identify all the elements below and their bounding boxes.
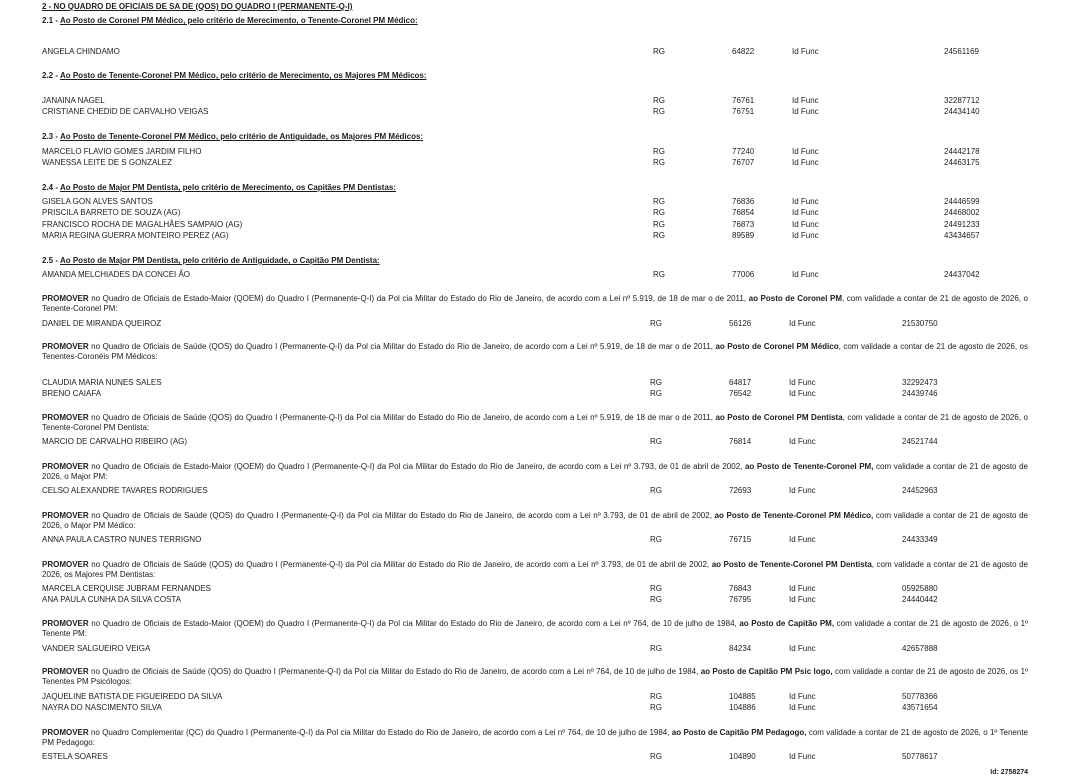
id-func-label: Id Func [789, 389, 816, 399]
id-func-number: 24440442 [902, 595, 938, 605]
id-func-label: Id Func [792, 47, 819, 56]
person-name: ANNA PAULA CASTRO NUNES TERRIGNO [42, 535, 202, 544]
id-func-label: Id Func [789, 692, 816, 701]
rg-label: RG [653, 219, 665, 229]
rg-label: RG [650, 595, 662, 605]
rg-number: 76542 [729, 389, 752, 399]
promotion-tail: , com validade a contar de 21 de agosto de 2026, os Majores PM Dentistas: [42, 560, 1029, 579]
id-func-number: 43571654 [902, 703, 938, 713]
rg-label: RG [650, 535, 662, 544]
id-func-label: Id Func [789, 378, 816, 387]
person-row [42, 535, 1028, 546]
promotion-text: no Quadro Complementar (QC) do Quadro I (Permanente-Q-I) da Pol cia Militar do Estado do Rio de Janeiro, de acordo com a Lei nº 764, de 10 de julho de 1984, [88, 728, 672, 737]
promotion-paragraph [42, 342, 1028, 362]
person-row [42, 389, 1028, 400]
person-row [42, 692, 1028, 703]
promotion-text: no Quadro de Oficiais de Saúde (QOS) do Quadro I (Permanente-Q-I) da Pol cia Militar do Estado do Rio de Janeiro, de acordo com a Lei nº 3.793, de 01 de abril de 2002, [88, 560, 712, 569]
person-name: NAYRA DO NASCIMENTO SILVA [42, 703, 162, 713]
rg-label: RG [650, 703, 662, 713]
subsection-number: 2.3 - [42, 132, 59, 141]
person-name: MARCELA CERQUISE JUBRAM FERNANDES [42, 584, 211, 593]
rg-number: 76751 [732, 107, 755, 117]
rg-label: RG [653, 158, 665, 168]
rg-label: RG [650, 644, 662, 653]
subsection-title [42, 16, 1028, 26]
promotion-text: no Quadro de Oficiais de Estado-Maior (QOEM) do Quadro I (Permanente-Q-I) da Pol cia Militar do Estado do Rio de Janeiro, de acordo com a Lei nº 5.919, de 18 de mar o de 2011, [88, 294, 749, 303]
promotion-paragraph [42, 560, 1028, 580]
person-name: ANA PAULA CUNHA DA SILVA COSTA [42, 595, 182, 605]
person-row [42, 319, 1028, 330]
document-id: Id: 2758274 [990, 769, 1028, 776]
person-name: JAQUELINE BATISTA DE FIGUEIREDO DA SILVA [42, 692, 223, 701]
id-func-number: 42657888 [902, 644, 938, 653]
rg-number: 76814 [729, 437, 752, 446]
subsection-text: Ao Posto de Coronel PM Médico, pelo critério de Merecimento, o Tenente-Coronel PM Médico: [59, 16, 418, 25]
person-name: GISELA GON ALVES SANTOS [42, 197, 153, 206]
promotion-post: ao Posto de Capitão PM Psic logo, [700, 667, 833, 676]
person-name: AMANDA MELCHIADES DA CONCEI ÃO [42, 270, 191, 279]
id-func-label: Id Func [792, 107, 819, 117]
rg-label: RG [650, 437, 662, 446]
promover-keyword: PROMOVER [42, 667, 89, 676]
person-name: PRISCILA BARRETO DE SOUZA (AG) [42, 208, 181, 218]
promotion-tail: com validade a contar de 21 de agosto de 2026, os 1º Tenentes PM Psicólogos: [42, 667, 1028, 686]
subsection-text: Ao Posto de Major PM Dentista, pelo critério de Merecimento, os Capitães PM Dentistas: [59, 183, 397, 192]
person-name: MARCIO DE CARVALHO RIBEIRO (AG) [42, 437, 188, 446]
id-func-number: 32287712 [944, 96, 980, 105]
promover-keyword: PROMOVER [42, 511, 89, 520]
promotion-text: no Quadro de Oficiais de Saúde (QOS) do Quadro I (Permanente-Q-I) da Pol cia Militar do Estado do Rio de Janeiro, de acordo com a Lei nº 5.919, de 18 de mar o de 2011, [88, 342, 716, 351]
person-row [42, 486, 1028, 497]
rg-label: RG [650, 692, 662, 701]
promover-keyword: PROMOVER [42, 342, 89, 351]
person-row [42, 47, 1028, 58]
promotion-paragraph [42, 413, 1028, 433]
person-row [42, 107, 1028, 118]
promover-keyword: PROMOVER [42, 728, 89, 737]
subsection-title [42, 256, 1028, 266]
promotion-tail: , com validade a contar de 21 de agosto de 2026, o Tenente-Coronel PM Dentista: [42, 413, 1028, 432]
rg-label: RG [653, 107, 665, 117]
id-func-number: 43434657 [944, 230, 980, 240]
id-func-number: 32292473 [902, 378, 938, 387]
id-func-label: Id Func [792, 147, 819, 156]
person-row [42, 231, 1028, 242]
person-row [42, 147, 1028, 158]
promotion-post: ao Posto de Coronel PM [748, 294, 842, 303]
person-row [42, 437, 1028, 448]
person-row [42, 270, 1028, 281]
rg-number: 76873 [732, 219, 755, 229]
rg-label: RG [650, 752, 662, 761]
id-func-number: 24433349 [902, 535, 938, 544]
id-func-number: 24491233 [944, 219, 980, 229]
subsection-text: Ao Posto de Tenente-Coronel PM Médico, pelo critério de Merecimento, os Majores PM Médicos: [59, 71, 427, 80]
rg-number: 104885 [729, 692, 756, 701]
rg-number: 56126 [729, 319, 752, 328]
id-func-number: 50778617 [902, 752, 938, 761]
subsection-title [42, 132, 1028, 142]
person-name: VANDER SALGUEIRO VEIGA [42, 644, 151, 653]
person-name: CRISTIANE CHEDID DE CARVALHO VEIGAS [42, 107, 209, 117]
rg-number: 76843 [729, 584, 752, 593]
person-name: MARCELO FLAVIO GOMES JARDIM FILHO [42, 147, 202, 156]
rg-number: 104890 [729, 752, 756, 761]
subsection-title [42, 183, 1028, 193]
id-func-label: Id Func [789, 703, 816, 713]
rg-number: 76836 [732, 197, 755, 206]
id-func-number: 24463175 [944, 158, 980, 168]
id-func-number: 05925880 [902, 584, 938, 593]
rg-label: RG [653, 208, 665, 218]
rg-number: 72693 [729, 486, 752, 495]
person-row [42, 595, 1028, 606]
id-func-label: Id Func [789, 319, 816, 328]
id-func-number: 50778366 [902, 692, 938, 701]
id-func-label: Id Func [792, 158, 819, 168]
promotion-post: ao Posto de Capitão PM Pedagogo, [671, 728, 807, 737]
promotion-text: no Quadro de Oficiais de Saúde (QOS) do Quadro I (Permanente-Q-I) da Pol cia Militar do Estado do Rio de Janeiro, de acordo com a Lei nº 764, de 10 de julho de 1984, [88, 667, 701, 676]
promotion-paragraph [42, 294, 1028, 314]
id-func-number: 24439746 [902, 389, 938, 399]
id-func-label: Id Func [792, 197, 819, 206]
id-func-label: Id Func [792, 208, 819, 218]
promotion-post: ao Posto de Capitão PM, [739, 619, 835, 628]
rg-label: RG [650, 486, 662, 495]
rg-label: RG [653, 147, 665, 156]
rg-label: RG [653, 230, 665, 240]
person-row [42, 378, 1028, 389]
promotion-paragraph [42, 728, 1028, 748]
promotion-text: no Quadro de Oficiais de Estado-Maior (QOEM) do Quadro I (Permanente-Q-I) da Pol cia Militar do Estado do Rio de Janeiro, de acordo com a Lei nº 3.793, de 01 de abril de 2002, [88, 462, 745, 471]
id-func-number: 24437042 [944, 270, 980, 279]
promotion-tail: , com validade a contar de 21 de agosto de 2026, os Tenentes-Coronéis PM Médicos: [42, 342, 1028, 361]
promotion-paragraph [42, 667, 1028, 687]
rg-label: RG [650, 378, 662, 387]
person-name: MARIA REGINA GUERRA MONTEIRO PEREZ (AG) [42, 230, 229, 240]
id-func-label: Id Func [789, 644, 816, 653]
promotion-post: ao Posto de Tenente-Coronel PM Médico, [714, 511, 874, 520]
promotion-post: ao Posto de Tenente-Coronel PM Dentista [711, 560, 872, 569]
person-row [42, 220, 1028, 231]
id-func-label: Id Func [792, 230, 819, 240]
promotion-tail: com validade a contar de 21 de agosto de 2026, o 1º Tenente PM: [42, 619, 1029, 638]
id-func-number: 24434140 [944, 107, 980, 117]
id-func-label: Id Func [789, 595, 816, 605]
id-func-number: 24446599 [944, 197, 980, 206]
promover-keyword: PROMOVER [42, 294, 89, 303]
subsection-text: Ao Posto de Major PM Dentista, pelo critério de Antiguidade, o Capitão PM Dentista: [59, 256, 380, 265]
promover-keyword: PROMOVER [42, 462, 89, 471]
rg-number: 76761 [732, 96, 755, 105]
person-name: ESTELA SOARES [42, 752, 108, 761]
promotion-tail: com validade a contar de 21 de agosto de 2026, o Major PM: [42, 462, 1029, 481]
rg-label: RG [653, 197, 665, 206]
promotion-tail: com validade a contar de 21 de agosto de 2026, o 1º Tenente PM Pedagogo: [42, 728, 1028, 747]
promotion-text: no Quadro de Oficiais de Saúde (QOS) do Quadro I (Permanente-Q-I) da Pol cia Militar do Estado do Rio de Janeiro, de acordo com a Lei nº 5.919, de 18 de mar o de 2011, [88, 413, 716, 422]
id-func-label: Id Func [789, 584, 816, 593]
id-func-number: 24442178 [944, 147, 980, 156]
rg-label: RG [653, 96, 665, 105]
rg-number: 89589 [732, 230, 755, 240]
person-name: WANESSA LEITE DE S GONZALEZ [42, 158, 172, 168]
promover-keyword: PROMOVER [42, 560, 89, 569]
person-row [42, 644, 1028, 655]
promotion-post: ao Posto de Coronel PM Dentista [715, 413, 843, 422]
promotion-paragraph [42, 511, 1028, 531]
rg-number: 76795 [729, 595, 752, 605]
person-row [42, 158, 1028, 169]
id-func-number: 24452963 [902, 486, 938, 495]
person-row [42, 208, 1028, 219]
rg-number: 104886 [729, 703, 756, 713]
person-row [42, 96, 1028, 107]
id-func-label: Id Func [789, 437, 816, 446]
rg-number: 64817 [729, 378, 752, 387]
promotion-tail: , com validade a contar de 21 de agosto de 2026, o Tenente-Coronel PM: [42, 294, 1028, 313]
subsection-number: 2.2 - [42, 71, 59, 80]
person-row [42, 752, 1028, 763]
person-name: CELSO ALEXANDRE TAVARES RODRIGUES [42, 486, 208, 495]
id-func-number: 24468002 [944, 208, 980, 218]
subsection-title [42, 71, 1028, 81]
promotion-post: ao Posto de Coronel PM Médico [715, 342, 839, 351]
id-func-number: 21530750 [902, 319, 938, 328]
promotion-paragraph [42, 462, 1028, 482]
rg-number: 76707 [732, 158, 755, 168]
subsection-number: 2.4 - [42, 183, 59, 192]
id-func-label: Id Func [792, 219, 819, 229]
id-func-label: Id Func [792, 96, 819, 105]
rg-label: RG [650, 389, 662, 399]
promotion-text: no Quadro de Oficiais de Estado-Maior (QOEM) do Quadro I (Permanente-Q-I) da Pol cia Militar do Estado do Rio de Janeiro, de acordo com a Lei nº 764, de 10 de julho de 1984, [88, 619, 740, 628]
rg-number: 64822 [732, 47, 755, 56]
rg-label: RG [650, 584, 662, 593]
person-name: CLAUDIA MARIA NUNES SALES [42, 378, 162, 387]
id-func-label: Id Func [789, 486, 816, 495]
rg-number: 76854 [732, 208, 755, 218]
rg-label: RG [653, 47, 665, 56]
person-name: BRENO CAIAFA [42, 389, 102, 399]
rg-label: RG [653, 270, 665, 279]
id-func-label: Id Func [789, 752, 816, 761]
subsection-text: Ao Posto de Tenente-Coronel PM Médico, pelo critério de Antiguidade, os Majores PM Médicos: [59, 132, 424, 141]
section-heading: 2 - NO QUADRO DE OFICIAIS DE SA DE (QOS) DO QUADRO I (PERMANENTE-Q-I) [42, 2, 353, 11]
person-name: JANAINA NAGEL [42, 96, 105, 105]
subsection-number: 2.1 - [42, 16, 59, 25]
promover-keyword: PROMOVER [42, 619, 89, 628]
promotion-post: ao Posto de Tenente-Coronel PM, [744, 462, 874, 471]
promover-keyword: PROMOVER [42, 413, 89, 422]
promotion-text: no Quadro de Oficiais de Saúde (QOS) do Quadro I (Permanente-Q-I) da Pol cia Militar do Estado do Rio de Janeiro, de acordo com a Lei nº 3.793, de 01 de abril de 2002, [88, 511, 715, 520]
person-name: DANIEL DE MIRANDA QUEIROZ [42, 319, 162, 328]
rg-number: 77006 [732, 270, 755, 279]
subsection-number: 2.5 - [42, 256, 59, 265]
person-name: ANGELA CHINDAMO [42, 47, 120, 56]
rg-number: 76715 [729, 535, 752, 544]
rg-number: 84234 [729, 644, 752, 653]
id-func-number: 24561169 [944, 47, 979, 56]
rg-number: 77240 [732, 147, 755, 156]
id-func-label: Id Func [789, 535, 816, 544]
person-row [42, 197, 1028, 208]
promotion-paragraph [42, 619, 1028, 639]
id-func-label: Id Func [792, 270, 819, 279]
rg-label: RG [650, 319, 662, 328]
person-row [42, 703, 1028, 714]
person-name: FRANCISCO ROCHA DE MAGALHÃES SAMPAIO (AG) [42, 219, 243, 229]
promotion-tail: com validade a contar de 21 de agosto de 2026, o Major PM Médico: [42, 511, 1029, 530]
person-row [42, 584, 1028, 595]
id-func-number: 24521744 [902, 437, 938, 446]
